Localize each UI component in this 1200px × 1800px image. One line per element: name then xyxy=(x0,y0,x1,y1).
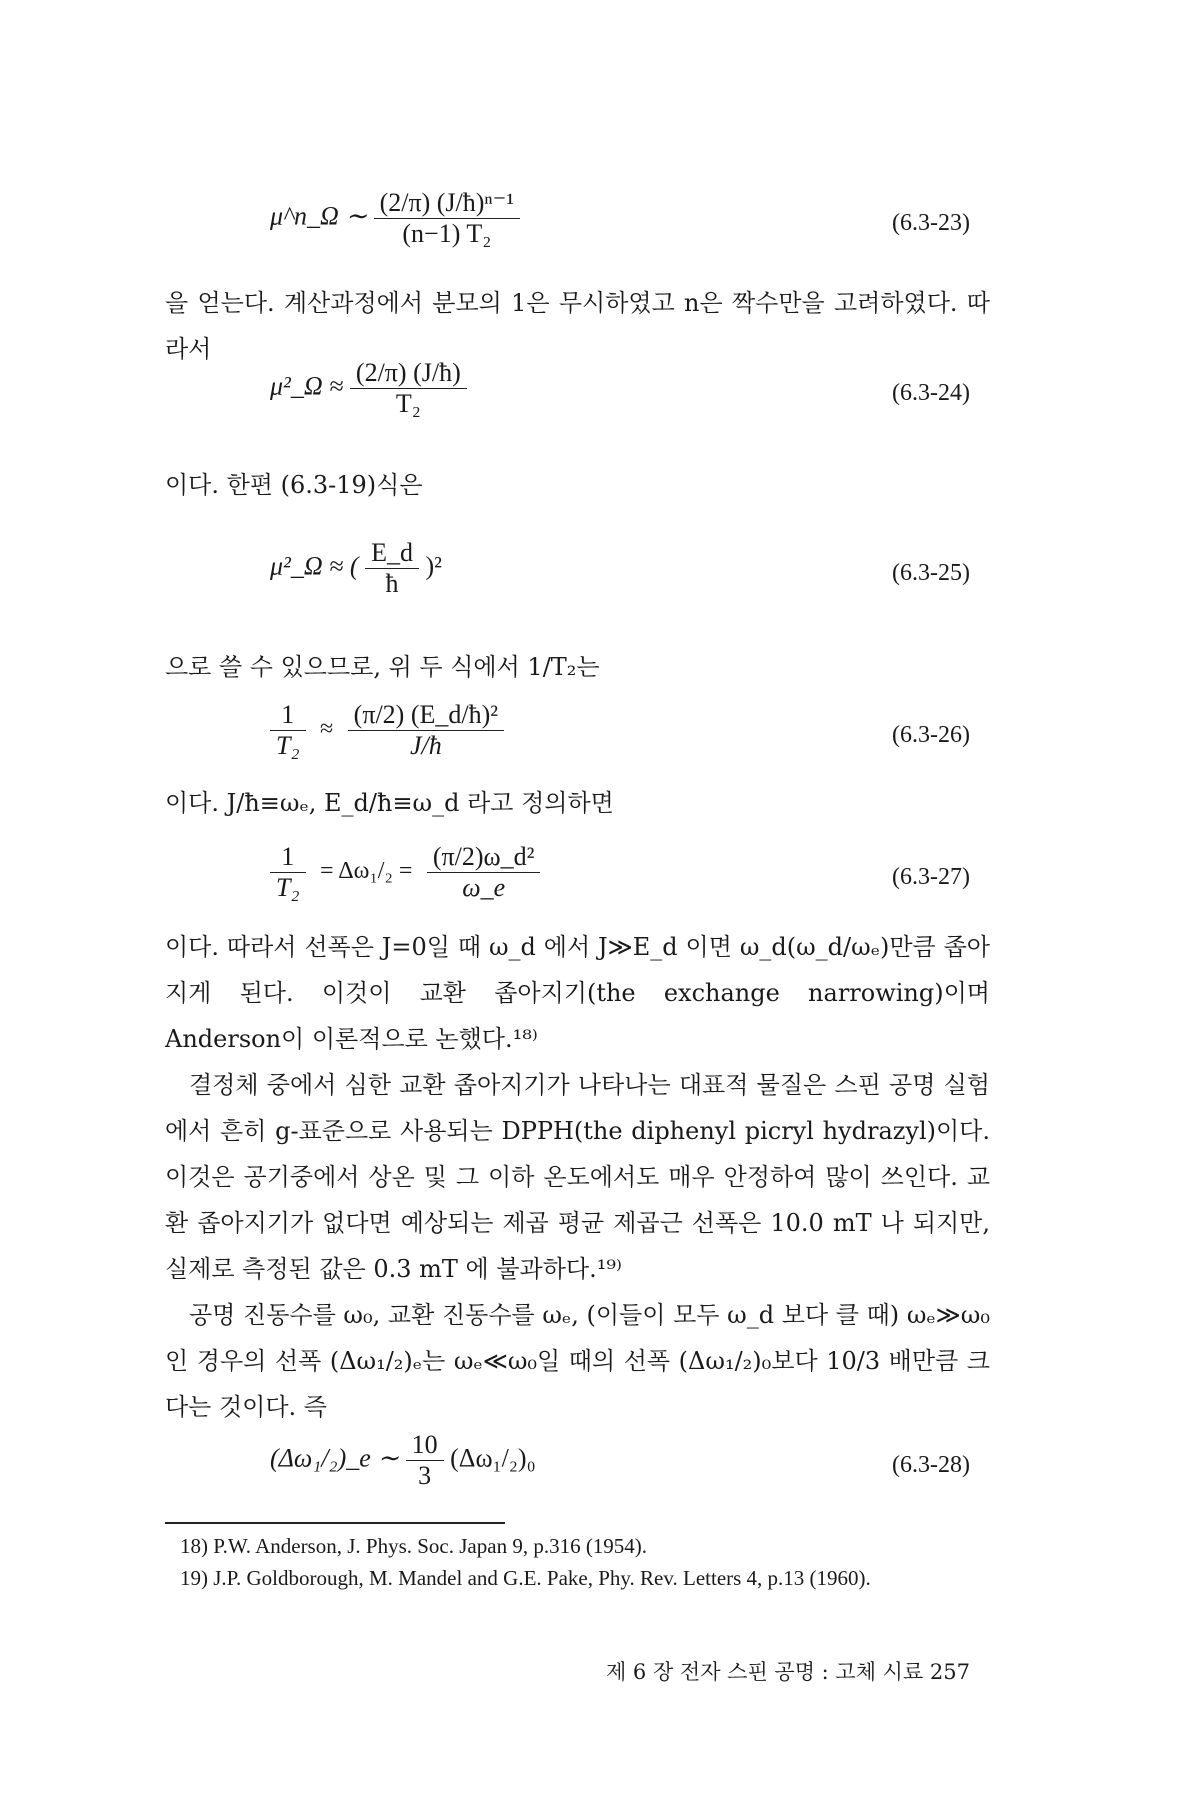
eq-denominator: 3 xyxy=(418,1461,432,1490)
eq-fraction xyxy=(374,188,521,249)
eq-fraction xyxy=(350,358,467,419)
paragraph-2: 이다. 한편 (6.3-19)식은 xyxy=(165,471,423,499)
eq-denominator: T₂ xyxy=(276,873,300,902)
eq-numerator: (2/π) (J/ħ)ⁿ⁻¹ xyxy=(374,188,521,219)
equation-6-3-25 xyxy=(270,538,970,618)
eq-operator: = Δω₁/₂ = xyxy=(320,858,413,885)
eq-numerator: (π/2) (E_d/ħ)² xyxy=(348,700,504,731)
eq-rhs: )² xyxy=(425,551,442,581)
equation-6-3-28 xyxy=(270,1430,970,1510)
paragraph-6: 결정체 중에서 심한 교환 좁아지기가 나타나는 대표적 물질은 스핀 공명 실험에서 흔히 g-표준으로 사용되는 DPPH(the diphenyl picryl hydrazyl)이다. 이것은 공기중에서 상온 및 그 이하 온도에서도 매우 안정하여 많이 쓰인다. 교환 좁아지기가 없다면 예상되는 제곱 평균 제곱근 선폭은 10.0 mT 나 되지만, 실제로 측정된 값은 0.3 mT 에 불과하다.¹⁹⁾ xyxy=(165,1071,990,1283)
eq-denominator: ω_e xyxy=(462,873,506,902)
equation-label: (6.3-25) xyxy=(892,560,970,586)
eq-numerator: (π/2)ω_d² xyxy=(427,842,541,873)
footnote-rule xyxy=(165,1522,505,1524)
eq-denominator: ħ xyxy=(385,569,399,598)
eq-numerator: 1 xyxy=(270,700,306,731)
equation-6-3-23 xyxy=(270,188,970,268)
eq-denominator: J/ħ xyxy=(409,731,442,760)
footnote-18: 18) P.W. Anderson, J. Phys. Soc. Japan 9, p.316 (1954). xyxy=(180,1534,648,1558)
eq-fraction xyxy=(365,538,419,599)
eq-lhs: μ^n_Ω ∼ xyxy=(270,201,368,231)
paragraph-7: 공명 진동수를 ω₀, 교환 진동수를 ωₑ, (이들이 모두 ω_d 보다 클 때) ωₑ≫ω₀인 경우의 선폭 (Δω₁/₂)ₑ는 ωₑ≪ω₀일 때의 선폭 (Δω₁/₂)₀보다 10/3 배만큼 크다는 것이다. 즉 xyxy=(165,1301,990,1421)
equation-label: (6.3-23) xyxy=(892,210,970,236)
page-footer: 제 6 장 전자 스핀 공명 : 고체 시료 257 xyxy=(605,1660,970,1684)
eq-fraction-right xyxy=(427,842,541,903)
eq-lhs: μ²_Ω ≈ xyxy=(270,371,344,401)
equation-label: (6.3-24) xyxy=(892,380,970,406)
footnote-19: 19) J.P. Goldborough, M. Mandel and G.E. Pake, Phy. Rev. Letters 4, p.13 (1960). xyxy=(180,1566,871,1590)
eq-numerator: E_d xyxy=(365,538,419,569)
eq-fraction-right xyxy=(348,700,504,761)
paragraph-1: 을 얻는다. 계산과정에서 분모의 1은 무시하였고 n은 짝수만을 고려하였다. 따라서 xyxy=(165,289,990,363)
eq-numerator: 1 xyxy=(270,842,306,873)
eq-lhs: (Δω₁/₂)_e ∼ xyxy=(270,1443,400,1473)
eq-numerator: 10 xyxy=(406,1430,444,1461)
eq-denominator: T₂ xyxy=(395,389,421,418)
equation-label: (6.3-27) xyxy=(892,864,970,890)
eq-fraction xyxy=(406,1430,444,1491)
eq-fraction-left xyxy=(270,842,306,903)
eq-operator: ≈ xyxy=(320,716,334,743)
eq-fraction-left xyxy=(270,700,306,761)
eq-numerator: (2/π) (J/ħ) xyxy=(350,358,467,389)
paragraph-4: 이다. J/ħ≡ωₑ, E_d/ħ≡ω_d 라고 정의하면 xyxy=(165,789,614,817)
eq-denominator: (n−1) T₂ xyxy=(402,219,492,248)
paragraph-3: 으로 쓸 수 있으므로, 위 두 식에서 1/T₂는 xyxy=(165,653,600,681)
equation-6-3-27 xyxy=(270,842,970,922)
equation-6-3-26 xyxy=(270,700,970,780)
equation-label: (6.3-26) xyxy=(892,722,970,748)
eq-lhs: μ²_Ω ≈ ( xyxy=(270,551,359,581)
paragraph-5: 이다. 따라서 선폭은 J=0일 때 ω_d 에서 J≫E_d 이면 ω_d(ω_d/ωₑ)만큼 좁아지게 된다. 이것이 교환 좁아지기(the exchange narrowing)이며 Anderson이 이론적으로 논했다.¹⁸⁾ xyxy=(165,933,990,1053)
eq-denominator: T₂ xyxy=(276,731,300,760)
equation-label: (6.3-28) xyxy=(892,1452,970,1478)
eq-rhs: (Δω₁/₂)₀ xyxy=(450,1443,536,1473)
equation-6-3-24 xyxy=(270,358,970,438)
